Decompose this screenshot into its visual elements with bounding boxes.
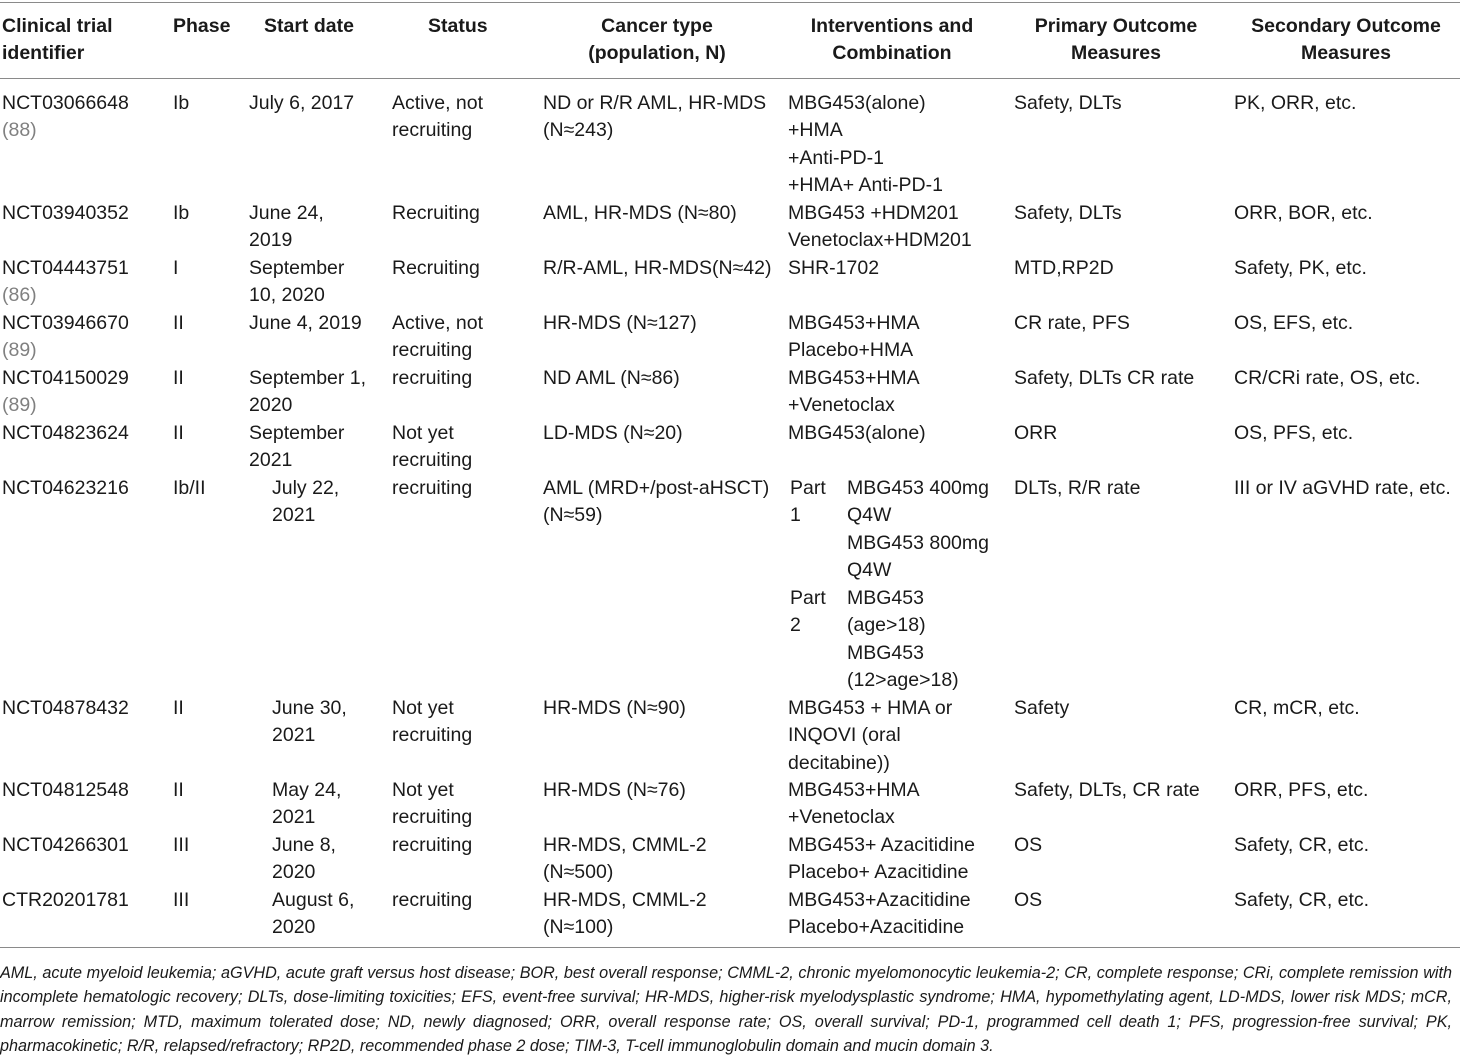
table-row-identifier: NCT04878432	[2, 697, 129, 719]
table-row-status: recruiting	[392, 477, 473, 499]
table-row-interventions: MBG453 + HMA or INQOVI (oral decitabine))	[788, 697, 953, 774]
table-row-identifier: NCT04443751 (86)	[2, 255, 129, 310]
table-row-phase: III	[173, 889, 190, 911]
reference-link[interactable]: (89)	[2, 339, 37, 362]
header-start-date: Start date	[264, 15, 354, 37]
table-row-interventions: SHR-1702	[788, 257, 880, 279]
table-row-phase: II	[173, 312, 184, 334]
header-status: Status	[428, 15, 488, 37]
table-row-cancer-type: HR-MDS, CMML-2 (N≈500)	[543, 834, 707, 884]
table-row-cancer-type: AML (MRD+/post-aHSCT) (N≈59)	[543, 477, 770, 527]
table-row-cancer-type: HR-MDS (N≈76)	[543, 779, 686, 801]
table-row-secondary: Safety, CR, etc.	[1234, 889, 1370, 911]
table-row-secondary: Safety, CR, etc.	[1234, 834, 1370, 856]
table-row-phase: I	[173, 257, 179, 279]
table-row-primary: Safety, DLTs	[1014, 92, 1122, 114]
table-row-primary: CR rate, PFS	[1014, 312, 1130, 334]
table-row-start-date: June 4, 2019	[249, 312, 362, 334]
reference-link[interactable]: (86)	[2, 284, 37, 307]
table-row-secondary: ORR, PFS, etc.	[1234, 779, 1369, 801]
header-secondary-outcome: Secondary Outcome Measures	[1251, 15, 1441, 64]
table-row-cancer-type: LD-MDS (N≈20)	[543, 422, 683, 444]
table-row-primary: MTD,RP2D	[1014, 257, 1114, 279]
table-row-primary: Safety, DLTs CR rate	[1014, 367, 1195, 389]
table-row-phase: Ib/II	[173, 477, 206, 499]
table-row-cancer-type: HR-MDS, CMML-2 (N≈100)	[543, 889, 707, 939]
table-row-start-date: July 6, 2017	[249, 92, 355, 114]
table-row-cancer-type: AML, HR-MDS (N≈80)	[543, 202, 737, 224]
table-row-interventions: MBG453+HMA +Venetoclax	[788, 779, 920, 829]
table-row-phase: II	[173, 367, 184, 389]
table-row-start-date: June 24, 2019	[249, 202, 324, 252]
bottom-rule	[0, 947, 1460, 948]
table-row-status: Not yet recruiting	[392, 422, 473, 472]
table-row-start-date: September 1, 2020	[249, 367, 367, 417]
table-row-secondary: PK, ORR, etc.	[1234, 92, 1357, 114]
table-row-status: Active, not recruiting	[392, 312, 484, 362]
table-row-start-date: May 24, 2021	[272, 779, 342, 829]
table-row-primary: DLTs, R/R rate	[1014, 477, 1141, 499]
part-label: Part 1	[790, 477, 826, 527]
reference-link[interactable]: (89)	[2, 394, 37, 417]
header-rule	[0, 78, 1460, 79]
table-row-interventions: MBG453(alone)	[788, 422, 926, 444]
table-row-primary: OS	[1014, 889, 1043, 911]
table-row-status: Not yet recruiting	[392, 779, 473, 829]
table-row-start-date: September 2021	[249, 422, 345, 472]
table-row-secondary: OS, PFS, etc.	[1234, 422, 1354, 444]
table-row-cancer-type: ND AML (N≈86)	[543, 367, 680, 389]
table-row-identifier: CTR20201781	[2, 889, 129, 911]
table-row-start-date: June 8, 2020	[272, 834, 336, 884]
table-row-interventions: MBG453+ Azacitidine Placebo+ Azacitidine	[788, 834, 975, 884]
table-row-identifier: NCT04266301	[2, 834, 129, 856]
table-row-phase: II	[173, 779, 184, 801]
table-row-identifier: NCT03066648 (88)	[2, 90, 129, 145]
table-row-secondary: CR, mCR, etc.	[1234, 697, 1360, 719]
table-row-cancer-type: ND or R/R AML, HR-MDS (N≈243)	[543, 92, 767, 142]
table-row-identifier: NCT04150029 (89)	[2, 365, 129, 420]
part-label: Part 2	[790, 587, 826, 637]
table-row-cancer-type: HR-MDS (N≈127)	[543, 312, 697, 334]
table-row-identifier: NCT03946670 (89)	[2, 310, 129, 365]
header-cancer-type: Cancer type (population, N)	[588, 15, 726, 64]
table-row-cancer-type: R/R-AML, HR-MDS(N≈42)	[543, 257, 772, 279]
table-row-secondary: III or IV aGVHD rate, etc.	[1234, 477, 1451, 499]
table-row-interventions: MBG453(alone) +HMA +Anti-PD-1 +HMA+ Anti-PD-1	[788, 92, 943, 197]
table-row-interventions: MBG453+HMA +Venetoclax	[788, 367, 920, 417]
table-row-primary: OS	[1014, 834, 1043, 856]
table-row-interventions: MBG453 +HDM201 Venetoclax+HDM201	[788, 202, 972, 252]
part-interventions: MBG453 (age>18) MBG453 (12>age>18)	[847, 587, 959, 692]
table-row-start-date: September 10, 2020	[249, 257, 345, 307]
table-row-status: recruiting	[392, 889, 473, 911]
table-row-phase: Ib	[173, 202, 190, 224]
table-row-primary: Safety, DLTs	[1014, 202, 1122, 224]
table-row-primary: Safety	[1014, 697, 1070, 719]
header-interventions: Interventions and Combination	[810, 15, 974, 64]
table-row-primary: ORR	[1014, 422, 1058, 444]
table-row-cancer-type: HR-MDS (N≈90)	[543, 697, 686, 719]
header-primary-outcome: Primary Outcome Measures	[1034, 15, 1198, 64]
table-row-status: recruiting	[392, 367, 473, 389]
header-phase: Phase	[173, 15, 231, 37]
table-row-interventions: MBG453+Azacitidine Placebo+Azacitidine	[788, 889, 971, 939]
table-row-status: Not yet recruiting	[392, 697, 473, 747]
table-footnote: AML, acute myeloid leukemia; aGVHD, acute graft versus host disease; BOR, best overall response; CMML-2, chronic myelomonocytic leukemia-2; CR, complete response; CRi, complete remission with incomplete hematologic recovery; DLTs, dose-limiting toxicities; EFS, event-free survival; HR-MDS, higher-risk myelodysplastic syndrome; HMA, hypomethylating agent, LD-MDS, lower risk MDS; mCR, marrow remission; MTD, maximum tolerated dose; ND, newly diagnosed; ORR, overall response rate; OS, overall survival; PD-1, programmed cell death 1; PFS, progression-free survival; PK, pharmacokinetic; R/R, relapsed/refractory; RP2D, recommended phase 2 dose; TIM-3, T-cell immunoglobulin domain and mucin domain 3.	[0, 964, 1452, 1055]
table-row-identifier: NCT04812548	[2, 779, 129, 801]
table-row-start-date: June 30, 2021	[272, 697, 347, 747]
table-row-phase: Ib	[173, 92, 190, 114]
reference-link[interactable]: (88)	[2, 119, 37, 142]
table-row-secondary: CR/CRi rate, OS, etc.	[1234, 367, 1421, 389]
table-row-phase: III	[173, 834, 190, 856]
table-row-identifier: NCT03940352	[2, 202, 129, 224]
table-row-phase: II	[173, 697, 184, 719]
table-row-status: Recruiting	[392, 257, 480, 279]
table-row-secondary: ORR, BOR, etc.	[1234, 202, 1373, 224]
table-row-primary: Safety, DLTs, CR rate	[1014, 779, 1200, 801]
table-row-identifier: NCT04823624	[2, 422, 129, 444]
table-row-secondary: Safety, PK, etc.	[1234, 257, 1367, 279]
table-row-start-date: August 6, 2020	[272, 889, 355, 939]
header-identifier: Clinical trial identifier	[2, 15, 113, 64]
table-row-start-date: July 22, 2021	[272, 477, 340, 527]
table-row-secondary: OS, EFS, etc.	[1234, 312, 1354, 334]
top-rule	[0, 2, 1460, 3]
table-row-identifier: NCT04623216	[2, 477, 129, 499]
part-interventions: MBG453 400mg Q4W MBG453 800mg Q4W	[847, 477, 989, 582]
table-row-status: recruiting	[392, 834, 473, 856]
table-row-phase: II	[173, 422, 184, 444]
table-row-interventions: MBG453+HMA Placebo+HMA	[788, 312, 920, 362]
table-row-status: Active, not recruiting	[392, 92, 484, 142]
table-row-status: Recruiting	[392, 202, 480, 224]
